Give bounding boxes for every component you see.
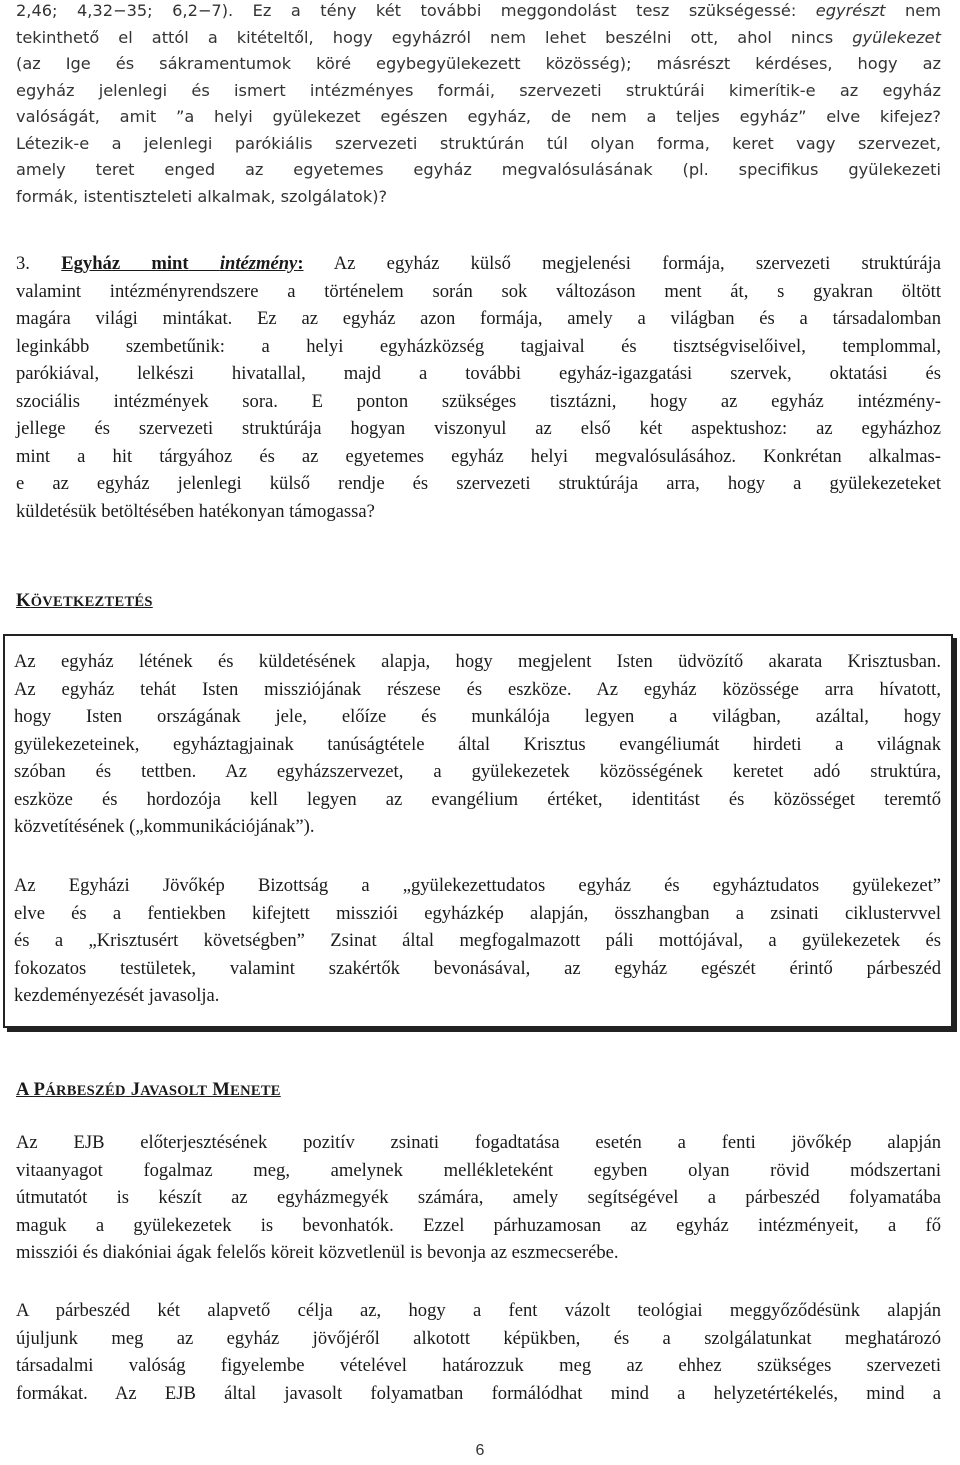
section-title-plain: Egyház mint	[61, 253, 189, 274]
goal-paragraph	[16, 1297, 941, 1407]
section-title-italic: intézmény	[219, 253, 298, 274]
text-line: amely teret enged az egyetemes egyház megvalósulásának (pl. specifikus gyülekezeti	[16, 160, 941, 179]
text-line: jellege és szervezeti struktúrája hogyan viszonyul az első két aspektushoz: az egyházhoz	[16, 418, 941, 439]
heading-initial: J	[130, 1080, 141, 1100]
text-line: szóban és tettben. Az egyházszervezet, a gyülekezetek közösségének keretet adó struktúra,	[14, 761, 941, 782]
text-line: társadalmi valóság figyelembe vételével határozzuk meg az ehhez szükséges szervezeti	[16, 1355, 941, 1376]
section-number: 3.	[16, 253, 30, 274]
text-line: missziói és diakóniai ágak felelős köreit közvetlenül is bevonja az eszmecserébe.	[16, 1242, 619, 1263]
heading-word	[34, 1080, 126, 1100]
text-line: mint a hit tárgyához és az egyetemes egyház helyi megvalósulásához. Konkrétan alkalmas-	[16, 445, 941, 467]
text-line: (az Ige és sákramentumok köré egybegyülekezett közösség); másrészt kérdéses, hogy az	[16, 54, 941, 73]
text-line: eszköze és hordozója kell legyen az evangélium értéket, identitást és közösséget teremtő	[14, 788, 941, 810]
text-line: közvetítésének („kommunikációjának”).	[14, 816, 315, 837]
text-line: valóságát, amit ”a helyi gyülekezet egészen egyház, de nem a teljes egyház” elve kifejez?	[16, 107, 941, 126]
text-line: formák, istentiszteleti alkalmak, szolgálatok)?	[16, 186, 388, 206]
text-line: szociális intézmények sora. E ponton szükséges tisztázni, hogy az egyház intézmény-	[16, 390, 941, 412]
text-line: Az egyház tehát Isten missziójának részese és eszköze. Az egyház közössége arra hívatott,	[14, 678, 941, 700]
heading-initial: M	[212, 1080, 231, 1100]
text-line	[16, 0, 941, 25]
emphasis-gyulekezet: gyülekezet	[852, 27, 941, 47]
ejb-paragraph	[16, 1129, 941, 1267]
heading-rest: AVASOLT	[140, 1083, 208, 1099]
text-line: hogy Isten országának jele, előíze és munkálója legyen a világban, azáltal, hogy	[14, 706, 941, 727]
text-line: fokozatos testületek, valamint szakértők bevonásával, az egyház egészét érintő párbeszéd	[14, 957, 941, 979]
text-line: Az Egyházi Jövőkép Bizottság a „gyülekezettudatos egyház és egyháztudatos gyülekezet”	[14, 875, 941, 896]
text-line: gyülekezeteinek, egyháztagjainak tanúságtétele által Krisztus evangéliumát hirdeti a világnak	[14, 733, 941, 755]
text-line: egyház jelenlegi és ismert intézményes formái, szervezeti struktúrái kimerítik-e az egyház	[16, 80, 941, 100]
text-line: útmutatót is készít az egyházmegyék számára, amely segítségével a párbeszéd folyamatába	[16, 1187, 941, 1208]
heading-rest: ÁRBESZÉD	[45, 1083, 126, 1099]
text-line: elve és a fentiekben kifejtett missziói egyházkép alapján, összhangban a zsinati ciklustervvel	[14, 902, 941, 924]
heading-word	[212, 1080, 280, 1100]
line-end: nem	[885, 1, 941, 20]
heading-initial: K	[16, 591, 31, 611]
text-line: e az egyház jelenlegi külső rendje és szervezeti struktúrája arra, hogy a gyülekezeteket	[16, 473, 941, 494]
section-3-first-line	[16, 250, 941, 278]
text-line: maguk a gyülekezetek is bevonhatók. Ezzel párhuzamosan az egyház intézményeit, a fő	[16, 1214, 941, 1236]
section-title-colon: :	[297, 253, 304, 274]
text-line: vitaanyagot fogalmaz meg, amelynek mellékleteként egyben olyan rövid módszertani	[16, 1159, 941, 1181]
line-start: 2,46; 4,32−35; 6,2−7). Ez a tény két további meggondolást tesz szükségessé:	[16, 1, 816, 20]
conclusion-paragraph-1	[14, 648, 941, 841]
intro-paragraph	[16, 0, 941, 210]
heading-rest: ENETE	[230, 1083, 281, 1099]
heading-parbeszed-menete	[16, 1080, 281, 1101]
text-line: és a „Krisztusért követségben” Zsinat által megfogalmazott páli mottójával, a gyülekezetek és	[14, 930, 941, 951]
text-line: magára világi mintákat. Ez az egyház azon formája, amely a világban és a társadalomban	[16, 308, 941, 329]
conclusion-paragraph-2	[14, 872, 941, 1010]
heading-initial: P	[33, 1080, 46, 1100]
text-line	[16, 25, 941, 52]
text-line: küldetésük betöltésében hatékonyan támogassa?	[16, 500, 375, 522]
heading-word	[131, 1080, 208, 1100]
line-rest: Az egyház külső megjelenési formája, szervezeti struktúrája	[333, 253, 941, 274]
section-title	[61, 253, 303, 274]
text-line: újuljunk meg az egyház jövőjéről alkotott képükben, és a szolgálatunkat meghatározó	[16, 1327, 941, 1349]
text-line: Az egyház létének és küldetésének alapja, hogy megjelent Isten üdvözítő akarata Krisztusban.	[14, 651, 941, 672]
text-line: Az EJB előterjesztésének pozitív zsinati fogadtatása esetén a fenti jövőkép alapján	[16, 1132, 941, 1153]
section-3-paragraph	[16, 250, 941, 525]
text-line: valamint intézményrendszere a történelem során sok változáson ment át, s gyakran öltött	[16, 280, 941, 302]
heading-kovetkeztetes	[16, 591, 153, 612]
text-line: A párbeszéd két alapvető célja az, hogy a fent vázolt teológiai meggyőződésünk alapján	[16, 1300, 941, 1321]
page-number: 6	[475, 1442, 485, 1459]
text-line: parókiával, lelkészi hivatallal, majd a további egyház-igazgatási szervek, oktatási és	[16, 363, 941, 384]
emphasis-egyreszt: egyrészt	[815, 1, 886, 20]
line-start: tekinthető el attól a kitételtől, hogy egyházról nem lehet beszélni ott, ahol nincs	[16, 27, 853, 47]
text-line: Létezik-e a jelenlegi parókiális szervezeti struktúrán túl olyan forma, keret vagy szervezet,	[16, 133, 941, 153]
text-line: formákat. Az EJB által javasolt folyamatban formálódhat mind a helyzetértékelés, mind a	[16, 1382, 941, 1404]
text-line: leginkább szembetűnik: a helyi egyházközség tagjaival és tisztségviselőivel, templommal,	[16, 335, 941, 357]
heading-word: A	[16, 1080, 29, 1100]
text-line: kezdeményezését javasolja.	[14, 985, 220, 1006]
heading-rest: ÖVETKEZTETÉS	[30, 594, 153, 610]
